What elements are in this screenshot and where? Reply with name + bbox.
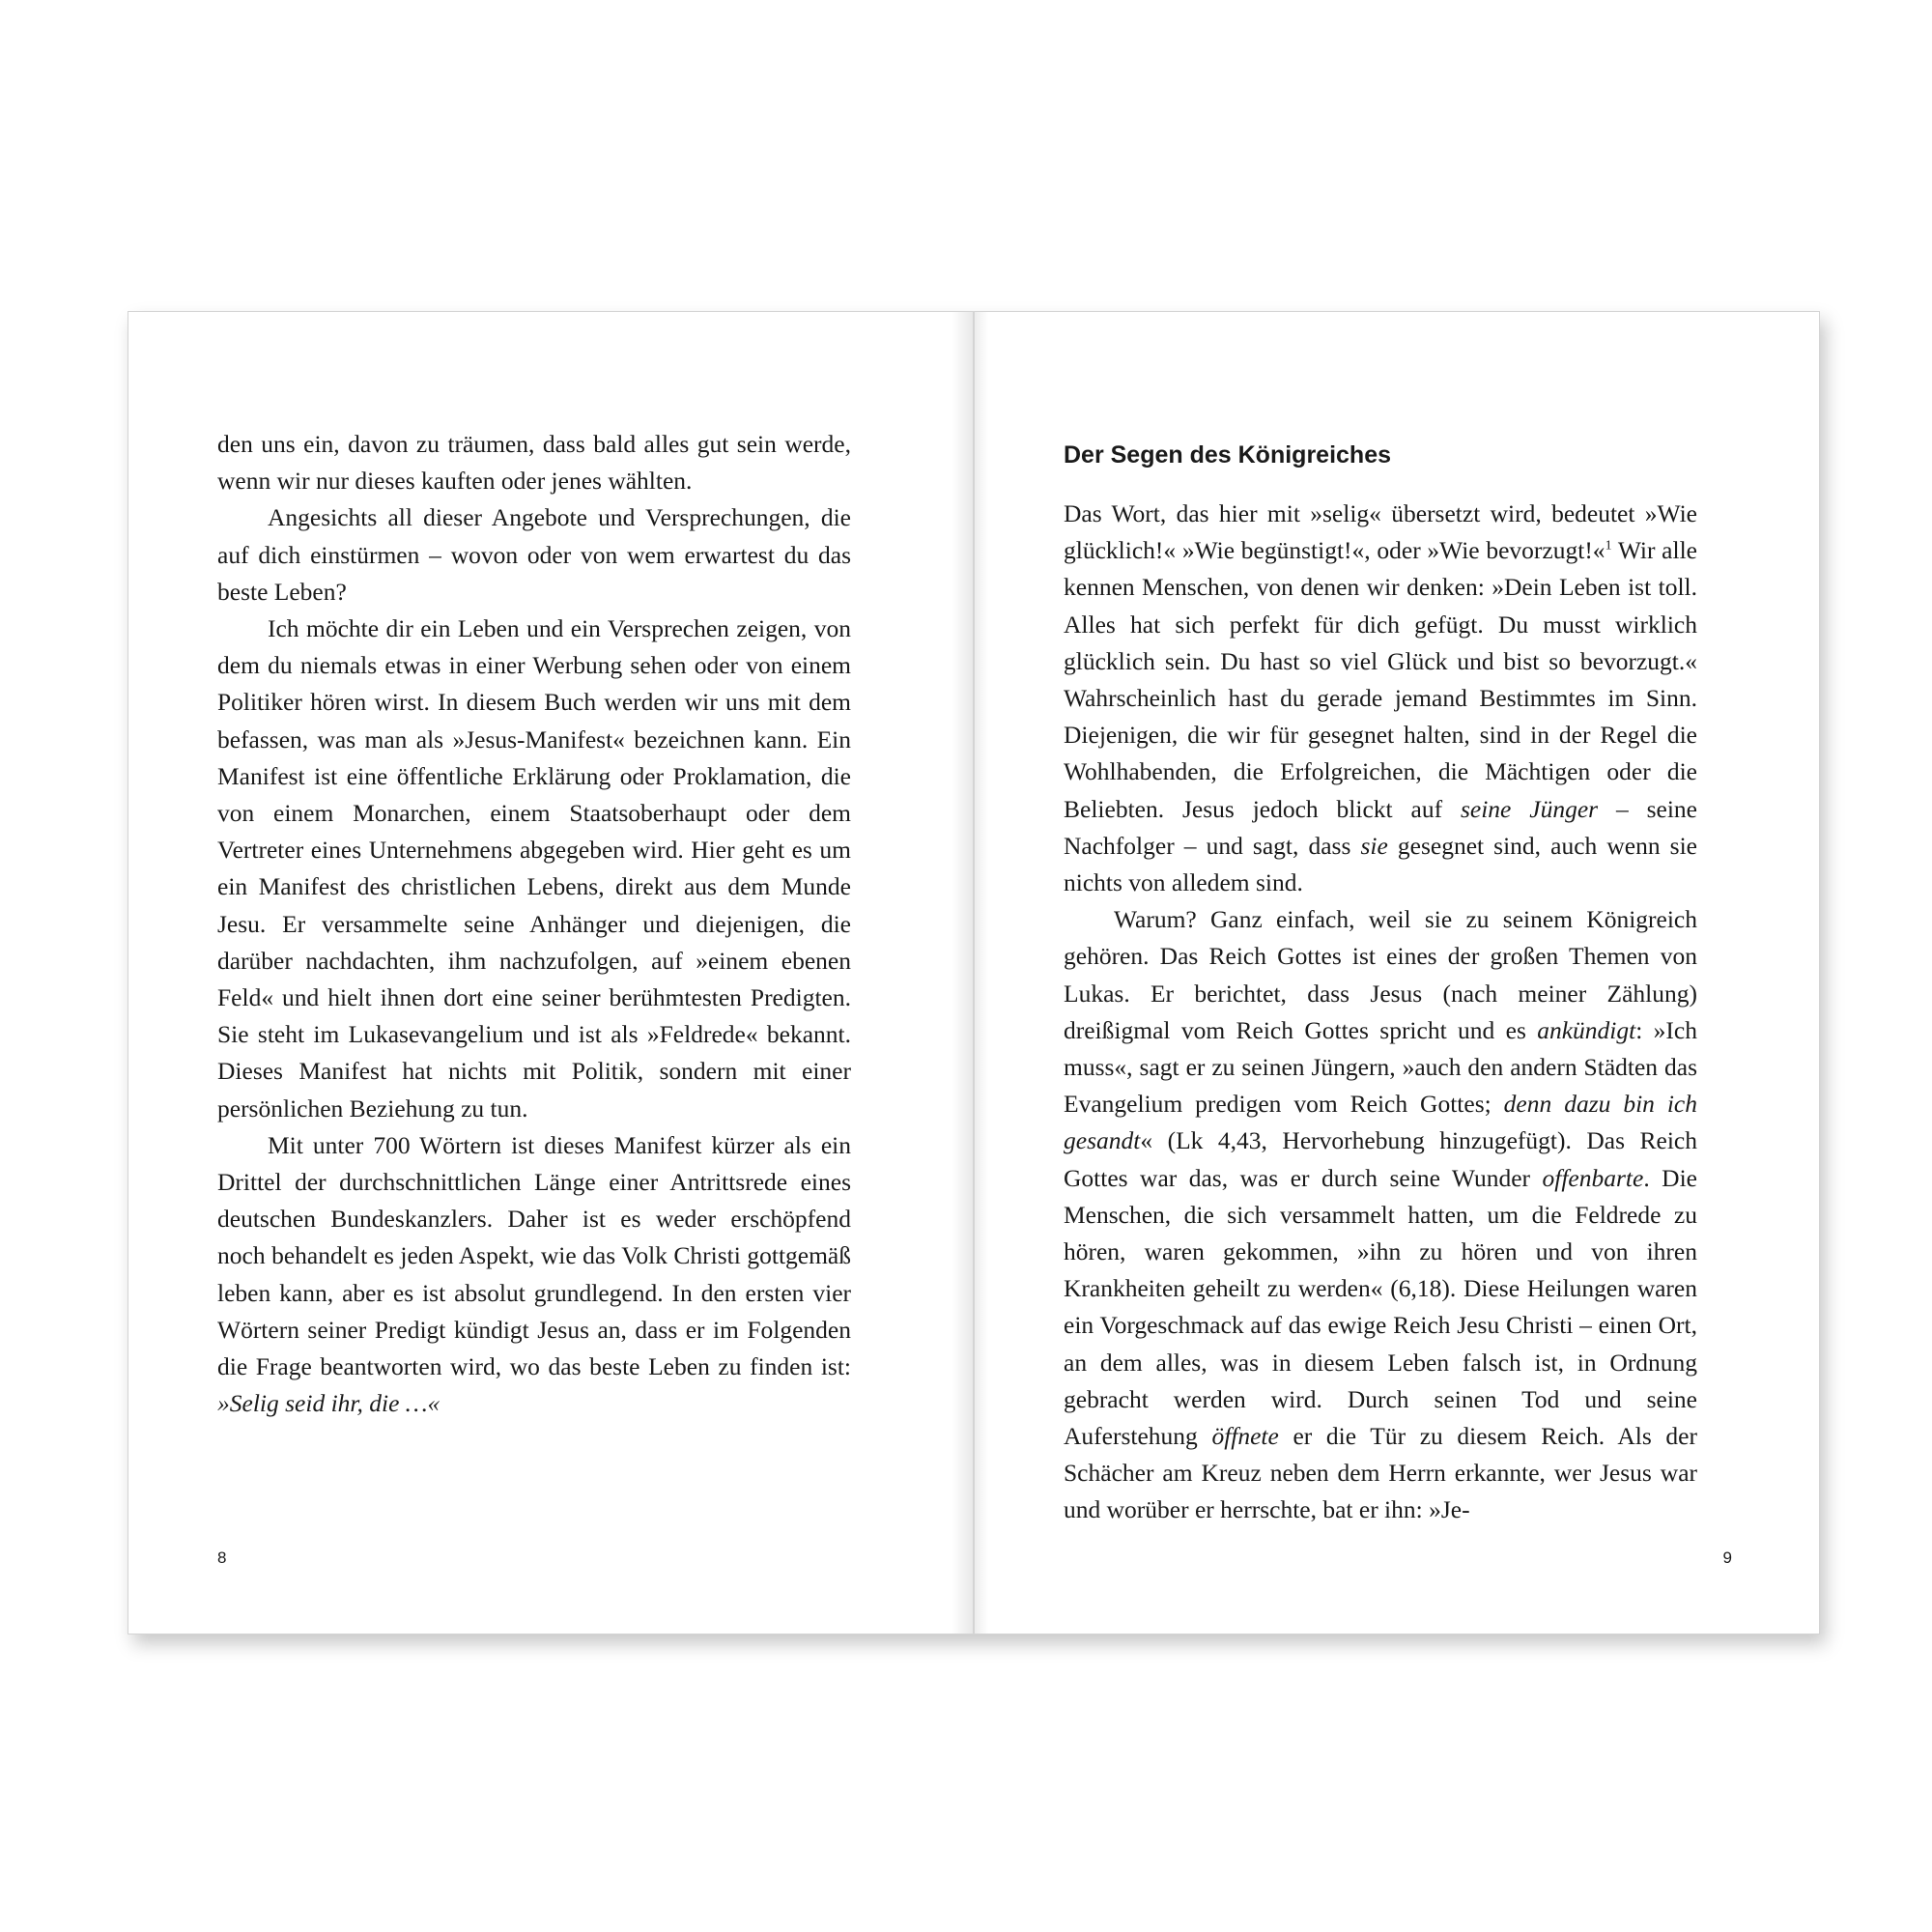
footnote-marker[interactable]: 1 [1605, 538, 1612, 554]
text-run: Warum? Ganz einfach, weil sie zu seinem Königreich gehören. Das Reich Gottes ist eines der großen Themen von Lukas. Er berichtet, dass Jesus (nach meiner Zählung) dreißigmal vom Reich Gottes spricht und es [1064, 905, 1697, 1044]
paragraph [1064, 496, 1697, 901]
paragraph: den uns ein, davon zu träumen, dass bald alles gut sein werde, wenn wir nur dieses kauften oder jenes wählten. [217, 430, 851, 496]
right-page [974, 311, 1820, 1634]
paragraph [1064, 901, 1697, 1528]
paragraph-text: Mit unter 700 Wörtern ist dieses Manifest kürzer als ein Drittel der durchschnittlichen Länge einer Antrittsrede eines deutschen Bundeskanzlers. Daher ist es weder erschöpfend noch behandelt es jeden Aspekt, wie das Volk Christi gottgemäß leben kann, aber es ist absolut grundlegend. In den ersten vier Wörtern seiner Predigt kündigt Jesus an, dass er im Folgenden die Frage beantworten wird, wo das beste Leben zu finden ist: [217, 1130, 851, 1381]
text-run: er die Tür zu diesem Reich. Als der Schächer am Kreuz neben dem Herrn erkannte, wer Jesus war und worüber er herrschte, bat er ihn: »Je- [1064, 1422, 1697, 1524]
section-heading: Der Segen des Königreiches [1064, 441, 1392, 469]
text-run: « (Lk 4,43, Hervorhebung hinzugefügt). Das Reich Gottes war das, was er durch seine Wunder [1064, 1126, 1697, 1192]
page-number: 8 [217, 1548, 227, 1567]
page-number: 9 [1722, 1548, 1732, 1567]
text-run: . Die Menschen, die sich versammelt hatten, um die Feldrede zu hören, waren gekommen, »ihn zu hören und von ihren Krankheiten geheilt zu werden« (6,18). Diese Heilungen waren ein Vorgeschmack auf das ewige Reich Jesu Christi – einen Ort, an dem alles, was in diesem Leben falsch ist, in Ordnung gebracht werden wird. Durch seinen Tod und seine Auferstehung [1064, 1163, 1697, 1451]
emphasis: ankündigt [1537, 1015, 1636, 1044]
emphasis: offenbarte [1542, 1163, 1644, 1192]
quote-emphasis: »Selig seid ihr, die …« [217, 1389, 440, 1418]
paragraph: Ich möchte dir ein Leben und ein Versprechen zeigen, von dem du niemals etwas in einer Werbung sehen oder von einem Politiker hören wirst. In diesem Buch werden wir uns mit dem befassen, was man als »Jesus-Manifest« bezeichnen kann. Ein Manifest ist eine öffentliche Erklärung oder Proklamation, die von einem Monarchen, einem Staatsoberhaupt oder dem Vertreter eines Unternehmens abgegeben wird. Hier geht es um ein Manifest des christlichen Lebens, direkt aus dem Munde Jesu. Er versammelte seine Anhänger und diejenigen, die darüber nachdachten, ihm nachzufolgen, auf »einem ebenen Feld« und hielt ihnen dort eine seiner berühmtesten Predigten. Sie steht im Lukasevangelium und ist als »Feldrede« bekannt. Dieses Manifest hat nichts mit Politik, sondern mit einer persönlichen Beziehung zu tun. [217, 614, 851, 1122]
book-spread [128, 311, 1820, 1634]
paragraph [217, 1127, 851, 1423]
paragraph: Angesichts all dieser Angebote und Versprechungen, die auf dich einstürmen – wovon oder von wem erwartest du das beste Leben? [217, 503, 851, 606]
emphasis: denn dazu bin ich gesandt [1064, 1090, 1698, 1155]
emphasis: sie [1360, 831, 1388, 860]
text-run: gesegnet sind, auch wenn sie nichts von alledem sind. [1064, 831, 1697, 897]
left-page [128, 311, 974, 1634]
left-page-body [217, 426, 851, 1422]
emphasis: seine Jünger [1460, 794, 1599, 823]
text-run: Das Wort, das hier mit »selig« übersetzt wird, bedeutet »Wie glücklich!« »Wie begünstigt!«, oder »Wie bevorzugt!« [1064, 499, 1697, 565]
text-run: Wir alle kennen Menschen, von denen wir denken: »Dein Leben ist toll. Alles hat sich perfekt für dich gefügt. Du musst wirklich glücklich sein. Du hast so viel Glück und bist so bevorzugt.« Wahrscheinlich hast du gerade jemand Bestimmtes im Sinn. Diejenigen, die wir für gesegnet halten, sind in der Regel die Wohlhabenden, die Erfolgreichen, die Mächtigen oder die Beliebten. Jesus jedoch blickt auf [1064, 536, 1697, 823]
emphasis: öffnete [1211, 1422, 1279, 1451]
gutter-shadow-left [952, 312, 973, 1634]
text-run: – seine Nachfolger – und sagt, dass [1064, 794, 1697, 860]
text-run: : »Ich muss«, sagt er zu seinen Jüngern, »auch den andern Städten das Evangelium predigen vom Reich Gottes; [1064, 1015, 1697, 1119]
gutter-shadow-right [975, 312, 988, 1634]
right-page-body [1064, 496, 1697, 1529]
